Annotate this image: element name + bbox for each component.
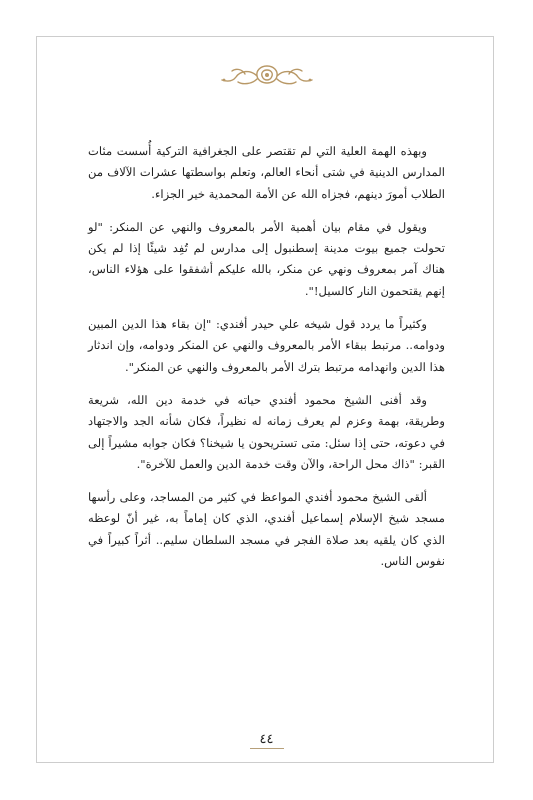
floral-ornament-icon [212, 60, 322, 90]
page-number: ٤٤ [259, 732, 274, 747]
paragraph: وبهذه الهمة العلية التي لم تقتصر على الجغرافية التركية أُسست مئات المدارس الدينية في شتى أنحاء العالم، وتعلم بواسطتها عشرات الآلاف من الطلاب أمورَ دينهم، فجزاه الله عن الأمة المحمدية خير الجزاء. [88, 144, 445, 201]
paragraph: وكثيراً ما يردد قول شيخه علي حيدر أفندي: "إن بقاء هذا الدين المبين ودوامه.. مرتبط ببقاء الأمر بالمعروف والنهي عن المنكر ودوامه، وإن اندثار هذا الدين وانهدامه مرتبط بترك الأمر بالمعروف والنهي عن المنكر". [88, 317, 445, 374]
paragraph: ويقول في مقام بيان أهمية الأمر بالمعروف والنهي عن المنكر: "لو تحولت جميع بيوت مدينة إسطنبول إلى مدارس لم تُفِد شيئًا إذا لم يكن هناك آمر بمعروف ونهي عن منكر، بالله عليكم أشفقوا على هؤلاء الناس، إنهم يقتحمون النار كالسيل!". [88, 219, 445, 298]
text-body [88, 141, 445, 584]
page-number-underline [250, 748, 284, 749]
paragraph: ألقى الشيخ محمود أفندي المواعظ في كثير من المساجد، وعلى رأسها مسجد شيخ الإسلام إسماعيل أفندي، الذي كان إماماً به، غير أنّ لوعظه الذي كان يلقيه بعد صلاة الفجر في مسجد السلطان سليم.. أثراً كبيراً في نفوس الناس. [88, 490, 445, 569]
paragraph: وقد أفنى الشيخ محمود أفندي حياته في خدمة دين الله، شريعة وطريقة، بهمة وعزم لم يعرف زمانه له نظيراً، فكان شأنه الجد والاجتهاد في دعوته، حتى إذا سئل: متى تستريحون يا شيخنا؟ فكان جوابه مشيراً إلى القبر: "ذاك محل الراحة، والآن وقت خدمة الدين والعمل للآخرة". [88, 392, 445, 471]
